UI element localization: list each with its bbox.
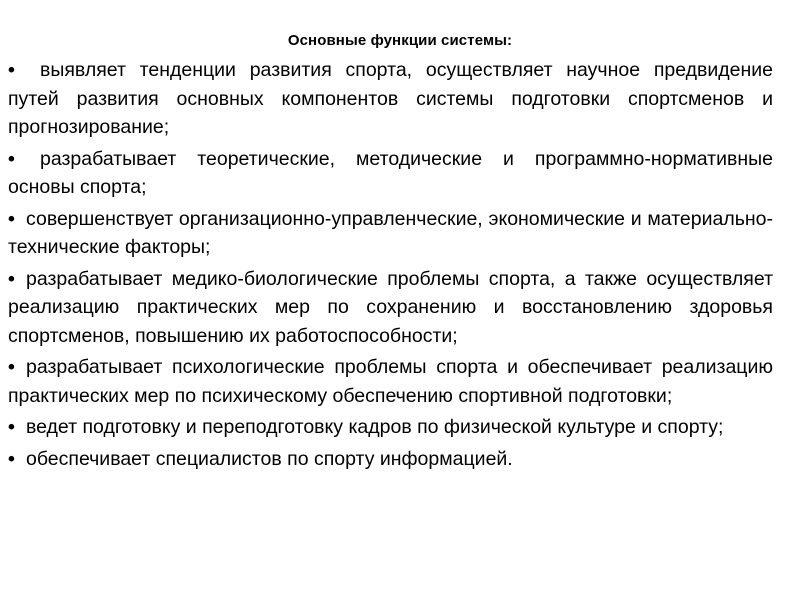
list-item bbox=[8, 205, 773, 262]
list-item bbox=[8, 145, 773, 202]
list-item-text: выявляет тенденции развития спорта, осуществляет научное предвидение путей развития основных компонентов системы подготовки спортсменов и прогнозирование; bbox=[8, 59, 773, 138]
list-item-text: совершенствует организационно-управленческие, экономические и материально-технические факторы; bbox=[8, 207, 773, 258]
list-item bbox=[8, 265, 773, 351]
list-item-text: разрабатывает медико-биологические проблемы спорта, а также осуществляет реализацию практических мер по сохранению и восстановлению здоровья спортсменов, повышению их работоспособности; bbox=[8, 267, 773, 347]
list-item-text: разрабатывает психологические проблемы спорта и обеспечивает реализацию практических мер по психическому обеспечению спортивной подготовки; bbox=[8, 356, 773, 407]
bullet-icon: • bbox=[8, 416, 15, 438]
list-item-text: разрабатывает теоретические, методические и программно-нормативные основы спорта; bbox=[8, 147, 773, 198]
list-item bbox=[8, 445, 773, 474]
bullet-icon: • bbox=[8, 59, 15, 81]
bullet-icon: • bbox=[8, 147, 15, 170]
functions-list bbox=[8, 56, 773, 476]
bullet-icon: • bbox=[8, 267, 15, 290]
bullet-icon: • bbox=[8, 207, 15, 230]
slide-title: Основные функции системы: bbox=[287, 32, 513, 49]
bullet-icon: • bbox=[8, 447, 15, 470]
list-item bbox=[8, 353, 773, 410]
list-item-text: обеспечивает специалистов по спорту информацией. bbox=[26, 447, 513, 470]
list-item-text: ведет подготовку и переподготовку кадров по физической культуре и спорту; bbox=[26, 416, 724, 438]
list-item bbox=[8, 56, 773, 142]
list-item bbox=[8, 413, 773, 442]
bullet-icon: • bbox=[8, 356, 15, 378]
